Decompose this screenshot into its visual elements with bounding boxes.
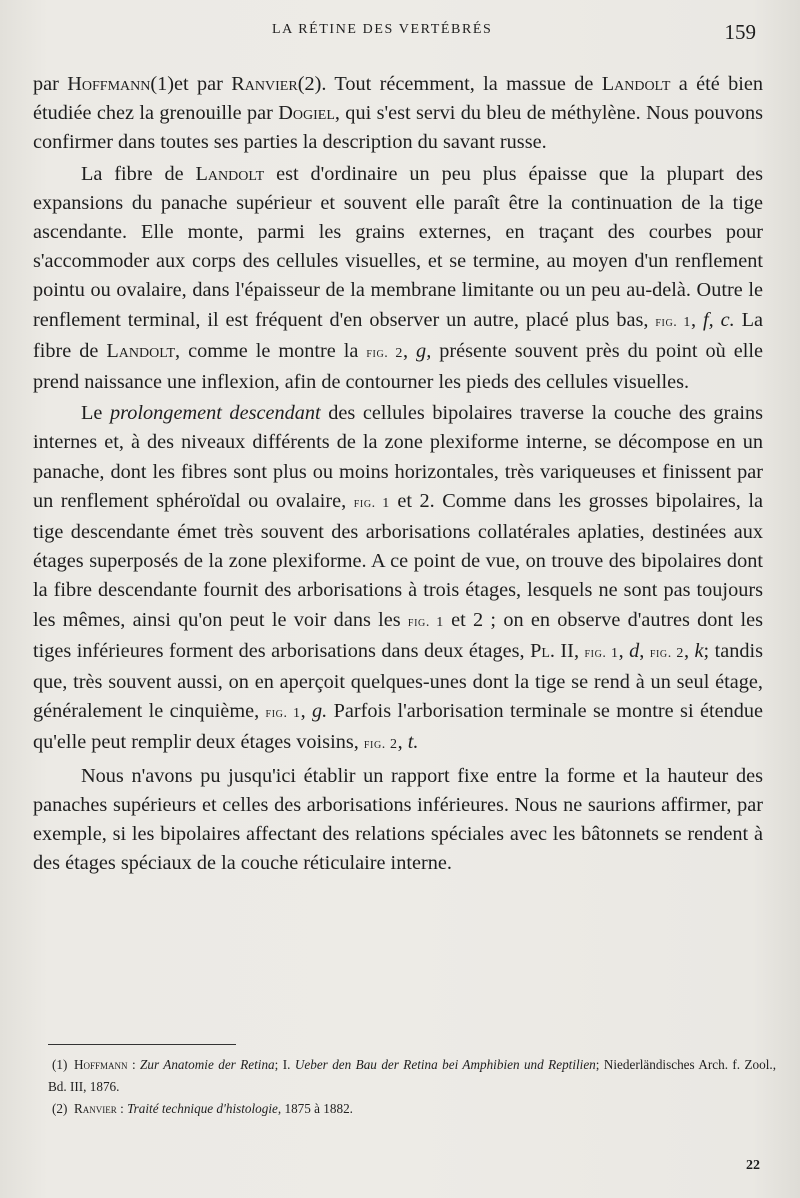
figure-ref: fig. 1 [353, 495, 390, 511]
body-text [33, 70, 763, 878]
figure-ref: fig. 2 [366, 345, 403, 361]
paragraph-1: par Hoffmann(1)et par Ranvier(2). Tout récemment, la massue de Landolt a été bien étudiée chez la grenouille par Dogiel, qui s'est servi du bleu de méthylène. Nous pouvons confirmer dans toutes ses parties la description du savant russe. [33, 73, 763, 154]
running-title: LA RÉTINE DES VERTÉBRÉS [272, 22, 493, 37]
figure-label: k [694, 639, 704, 662]
signature-mark: 22 [746, 1158, 760, 1173]
figure-label: g. [312, 700, 328, 723]
paragraph-4: Nous n'avons pu jusqu'ici établir un rapport fixe entre la forme et la hauteur des panaches supérieurs et celles des arborisations inférieures. Nous ne saurions affirmer, par exemple, si les bipolaires affectant des relations spéciales avec les bâtonnets se rendent à des étages spéciaux de la couche réticulaire interne. [33, 764, 763, 875]
author-name: Landolt [601, 73, 671, 95]
paragraph-2: La fibre de Landolt est d'ordinaire un peu plus épaisse que la plupart des expansions du panache supérieur et souvent elle paraît être la continuation de la tige ascendante. Elle monte, parmi les grains externes, en traçant des courbes pour s'accommoder aux corps des cellules visuelles, et se termine, au moyen d'un renflement pointu ou ovalaire, dans l'épaisseur de la membrane limitante ou un peu au-delà. Outre le renflement terminal, il est fréquent d'en observer un autre, placé plus bas, fig. 1, f, c. La fibre de Landolt, comme le montre la fig. 2, g, présente souvent près du point où elle prend naissance une inflexion, afin de contourner les pieds des cellules visuelles. [33, 162, 764, 394]
figure-ref: fig. 2 [649, 645, 684, 661]
footnote-title: Ueber den Bau der Retina bei Amphibien und Reptilien [294, 1057, 596, 1072]
author-name: Dogiel [278, 102, 335, 125]
footnote-divider [48, 1044, 236, 1045]
figure-label: f, c. [702, 308, 735, 331]
emphasis-term: prolongement descendant [109, 402, 321, 425]
footnotes [48, 1054, 776, 1120]
author-name: Hoffmann [67, 73, 151, 95]
running-header [0, 22, 800, 48]
author-name: Landolt [195, 162, 265, 185]
footnote-author: Ranvier [74, 1101, 117, 1116]
author-name: Landolt [106, 339, 176, 362]
plate-ref: Pl. II [530, 639, 574, 662]
footnote-number: (1) [52, 1057, 68, 1072]
figure-ref: fig. 1 [407, 614, 444, 630]
footnote-title: Zur Anatomie der Retina [140, 1057, 275, 1072]
figure-ref: fig. 1 [655, 314, 691, 330]
figure-ref: fig. 1 [265, 706, 301, 722]
footnote-1: (1) Hoffmann : Zur Anatomie der Retina; I. Ueber den Bau der Retina bei Amphibien und Reptilien; Niederländisches Arch. f. Zool., Bd. III, 1876. [48, 1054, 776, 1098]
footnote-title: Traité technique d'histologie [127, 1101, 278, 1116]
figure-ref: fig. 1 [584, 645, 619, 661]
footnote-2: (2) Ranvier : Traité technique d'histologie, 1875 à 1882. [48, 1098, 776, 1120]
figure-label: t. [407, 731, 419, 754]
footnote-author: Hoffmann [74, 1057, 128, 1072]
author-name: Ranvier [231, 73, 298, 95]
figure-label: d [629, 639, 640, 662]
paragraph-3: Le prolongement descendant des cellules bipolaires traverse la couche des grains internes et, à des niveaux différents de la zone plexiforme interne, se décompose en un panache, dont les fibres sont plus ou moins horizontales, très variqueuses et finissent par un renflement sphéroïdal ou ovalaire, fig. 1 et 2. Comme dans les grosses bipolaires, la tige descendante émet très souvent des arborisations collatérales aplaties, destinées aux étages superposés de la zone plexiforme. A ce point de vue, on trouve des bipolaires dont la fibre descendante fournit des arborisations à trois étages, lesquels ne sont pas toujours les mêmes, ainsi qu'on peut le voir dans les fig. 1 et 2 ; on en observe d'autres dont les tiges inférieures forment des arborisations dans deux étages, Pl. II, fig. 1, d, fig. 2, k; tandis que, très souvent aussi, on en aperçoit quelques-unes dont la tige se rend à un seul étage, généralement le cinquième, fig. 1, g. Parfois l'arborisation terminale se montre si étendue qu'elle peut remplir deux étages voisins, fig. 2, t. [33, 402, 764, 754]
page-number: 159 [724, 20, 756, 44]
figure-ref: fig. 2 [363, 737, 398, 753]
footnote-number: (2) [52, 1101, 68, 1116]
figure-label: g, [416, 339, 432, 362]
